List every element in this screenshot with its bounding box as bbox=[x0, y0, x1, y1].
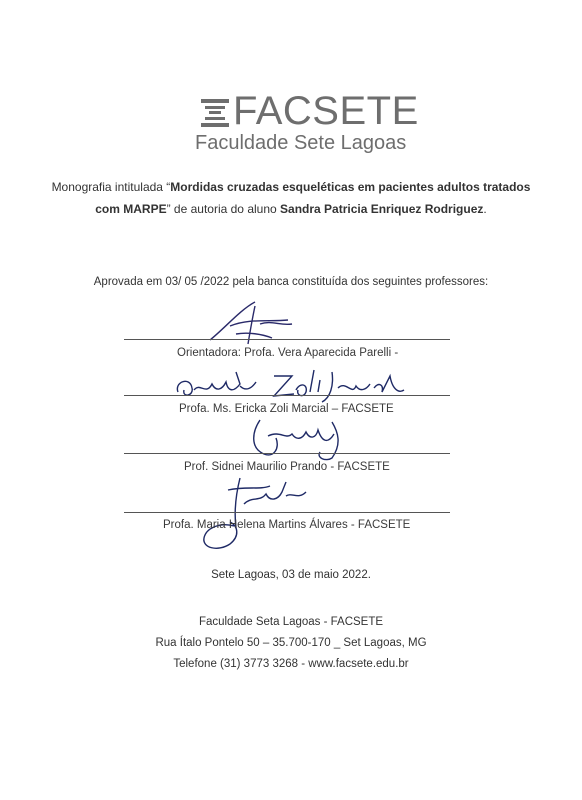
logo-name: FACSETE bbox=[233, 89, 419, 133]
intro-prefix: Monografia intitulada “ bbox=[51, 180, 171, 194]
signature-line-1 bbox=[124, 339, 450, 340]
signature-2 bbox=[170, 362, 410, 406]
committee-member-3: Prof. Sidnei Maurilio Prando - FACSETE bbox=[184, 461, 390, 473]
intro-middle: ” de autoria do aluno bbox=[166, 202, 281, 216]
intro-suffix: . bbox=[483, 202, 487, 216]
footer-address: Rua Ítalo Pontelo 50 – 35.700-170 _ Set Lagoas, MG bbox=[155, 637, 427, 649]
signature-1 bbox=[200, 298, 320, 348]
facsete-emblem-icon bbox=[200, 98, 230, 128]
committee-member-2: Profa. Ms. Ericka Zoli Marcial – FACSETE bbox=[179, 403, 394, 415]
footer bbox=[40, 612, 542, 675]
monograph-title: Mordidas cruzadas esqueléticas em pacientes adultos tratados com MARPE bbox=[95, 180, 531, 216]
committee-member-1: Orientadora: Profa. Vera Aparecida Parelli - bbox=[177, 347, 399, 359]
signature-3 bbox=[246, 408, 356, 464]
signature-line-4 bbox=[124, 512, 450, 513]
date-line: Sete Lagoas, 03 de maio 2022. bbox=[211, 569, 371, 581]
monograph-intro bbox=[40, 176, 542, 220]
signature-line-2 bbox=[124, 395, 450, 396]
signature-line-3 bbox=[124, 453, 450, 454]
signature-4 bbox=[190, 472, 330, 556]
approval-statement: Aprovada em 03/ 05 /2022 pela banca constituída dos seguintes professores: bbox=[93, 276, 489, 288]
committee-member-4: Profa. Maria Helena Martins Álvares - FACSETE bbox=[163, 519, 411, 531]
footer-institution: Faculdade Seta Lagoas - FACSETE bbox=[198, 616, 384, 628]
footer-contact: Telefone (31) 3773 3268 - www.facsete.edu.br bbox=[173, 658, 409, 670]
logo-subtitle: Faculdade Sete Lagoas bbox=[195, 132, 407, 154]
author-name: Sandra Patricia Enriquez Rodriguez bbox=[280, 202, 484, 216]
